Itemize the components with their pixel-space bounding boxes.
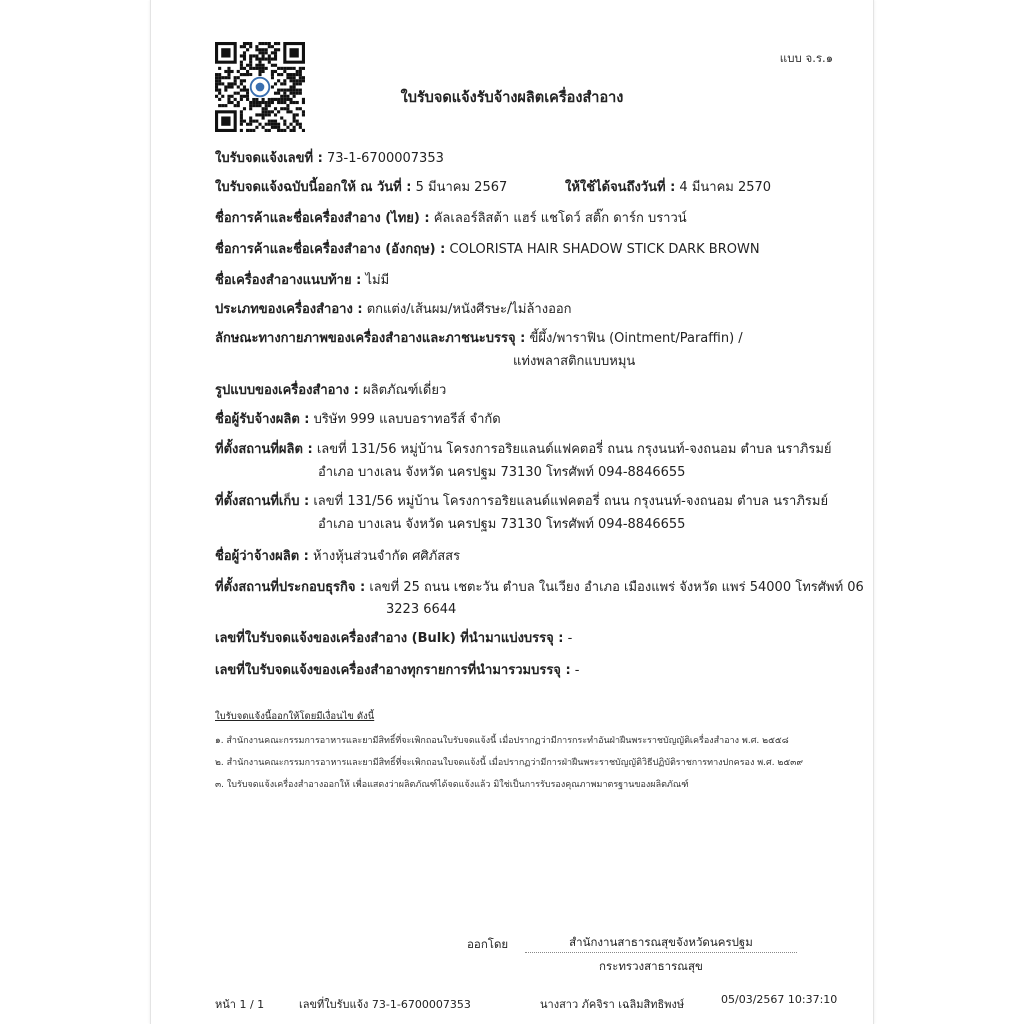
- field-label: รูปแบบของเครื่องสำอาง :: [215, 383, 359, 398]
- condition-item: ๓. ใบรับจดแจ้งเครื่องสำอางออกให้ เพื่อแสดงว่าผลิตภัณฑ์ได้จดแจ้งแล้ว มิใช่เป็นการรับรองคุณภาพมาตรฐานของผลิตภัณฑ์: [215, 780, 689, 790]
- condition-item: ๒. สำนักงานคณะกรรมการอาหารและยามีสิทธิ์ที่จะเพิกถอนใบจดแจ้งนี้ เมื่อปรากฏว่ามีการฝ่าฝืนพระราชบัญญัติวิธีปฏิบัติราชการทางปกครอง พ.ศ. ๒๕๓๙: [215, 758, 803, 768]
- field-value: ห้างหุ้นส่วนจำกัด ศศิภัสสร: [313, 549, 461, 564]
- field-label: ชื่อการค้าและชื่อเครื่องสำอาง (อังกฤษ) :: [215, 242, 446, 257]
- field-manufacturer: [215, 411, 501, 428]
- field-label: ที่ตั้งสถานที่ประกอบธุรกิจ :: [215, 580, 366, 595]
- field-value: เลขที่ 131/56 หมู่บ้าน โครงการอริยแลนด์แฟคตอรี่ ถนน กรุงนนท์-จงถนอม ตำบล นราภิรมย์: [316, 442, 832, 457]
- field-hirer: [215, 548, 460, 565]
- field-value: -: [574, 663, 580, 678]
- field-storage-address: [215, 493, 828, 510]
- field-label: เลขที่ใบรับจดแจ้งของเครื่องสำอาง (Bulk) ที่นำมาแบ่งบรรจุ :: [215, 631, 564, 646]
- field-factory-address-continued: อำเภอ บางเลน จังหวัด นครปฐม 73130 โทรศัพท์ 094-8846655: [318, 465, 686, 480]
- field-cosmetic-type: [215, 301, 572, 318]
- field-value: เลขที่ 131/56 หมู่บ้าน โครงการอริยแลนด์แฟคตอรี่ ถนน กรุงนนท์-จงถนอม ตำบล นราภิรมย์: [313, 494, 829, 509]
- field-physical-form-continued: แท่งพลาสติกแบบหมุน: [513, 354, 636, 369]
- condition-item: ๑. สำนักงานคณะกรรมการอาหารและยามีสิทธิ์ที่จะเพิกถอนใบรับจดแจ้งนี้ เมื่อปรากฏว่ามีการกระทำอันฝ่าฝืนพระราชบัญญัติเครื่องสำอาง พ.ศ. ๒๕๕๘: [215, 736, 789, 746]
- footer-reference: เลขที่ใบรับแจ้ง 73-1-6700007353: [299, 998, 471, 1011]
- field-label: ที่ตั้งสถานที่ผลิต :: [215, 442, 313, 457]
- field-name-english: [215, 241, 760, 258]
- field-value: คัลเลอร์ลิสต้า แฮร์ แชโดว์ สติ๊ก ดาร์ก บราวน์: [433, 211, 687, 226]
- field-business-address-continued: 3223 6644: [386, 602, 457, 617]
- field-label: ชื่อผู้รับจ้างผลิต :: [215, 412, 310, 427]
- field-value: 5 มีนาคม 2567: [415, 180, 508, 195]
- field-label: ให้ใช้ได้จนถึงวันที่ :: [565, 180, 676, 195]
- issuing-ministry: กระทรวงสาธารณสุข: [599, 959, 703, 973]
- field-label: เลขที่ใบรับจดแจ้งของเครื่องสำอางทุกรายการที่นำมารวมบรรจุ :: [215, 663, 571, 678]
- field-label: ที่ตั้งสถานที่เก็บ :: [215, 494, 310, 509]
- document-title: ใบรับจดแจ้งรับจ้างผลิตเครื่องสำอาง: [400, 90, 624, 106]
- field-business-address: [215, 579, 864, 596]
- form-code: แบบ จ.ร.๑: [779, 51, 833, 65]
- field-physical-form: [215, 330, 743, 347]
- field-value: 4 มีนาคม 2570: [679, 180, 772, 195]
- field-combined-number: [215, 662, 579, 679]
- footer-timestamp: 05/03/2567 10:37:10: [721, 993, 838, 1006]
- field-label: ชื่อเครื่องสำอางแนบท้าย :: [215, 273, 362, 288]
- field-value: บริษัท 999 แลบบอราทอรีส์ จำกัด: [313, 412, 501, 427]
- field-value: ตกแต่ง/เส้นผม/หนังศีรษะ/ไม่ล้างออก: [366, 302, 572, 317]
- field-label: ใบรับจดแจ้งเลขที่ :: [215, 151, 323, 166]
- field-product-form: [215, 382, 446, 399]
- field-name-thai: [215, 210, 687, 227]
- field-label: ประเภทของเครื่องสำอาง :: [215, 302, 363, 317]
- field-storage-address-continued: อำเภอ บางเลน จังหวัด นครปฐม 73130 โทรศัพท์ 094-8846655: [318, 517, 686, 532]
- field-value: ขี้ผึ้ง/พาราฟิน (Ointment/Paraffin) /: [529, 331, 743, 346]
- issued-by-label: ออกโดย: [467, 937, 509, 951]
- field-label: ลักษณะทางกายภาพของเครื่องสำอางและภาชนะบรรจุ :: [215, 331, 526, 346]
- field-value: -: [567, 631, 573, 646]
- field-value: เลขที่ 25 ถนน เชตะวัน ตำบล ในเวียง อำเภอ เมืองแพร่ จังหวัด แพร่ 54000 โทรศัพท์ 06: [369, 580, 864, 595]
- conditions-heading: ใบรับจดแจ้งนี้ออกให้โดยมีเงื่อนไข ดังนี้: [215, 711, 375, 722]
- field-factory-address: [215, 441, 832, 458]
- field-issue-date: [215, 179, 507, 196]
- field-value: COLORISTA HAIR SHADOW STICK DARK BROWN: [449, 242, 760, 257]
- field-value: 73-1-6700007353: [326, 151, 444, 166]
- field-notification-number: [215, 150, 444, 167]
- page-number: หน้า 1 / 1: [215, 998, 265, 1011]
- field-label: ใบรับจดแจ้งฉบับนี้ออกให้ ณ วันที่ :: [215, 180, 412, 195]
- field-value: ผลิตภัณฑ์เดี่ยว: [363, 383, 447, 398]
- field-bulk-number: [215, 630, 572, 647]
- document-page: [150, 0, 874, 1024]
- field-valid-until: [565, 179, 771, 196]
- field-attached-name: [215, 272, 389, 289]
- field-label: ชื่อการค้าและชื่อเครื่องสำอาง (ไทย) :: [215, 211, 430, 226]
- field-value: ไม่มี: [365, 273, 390, 288]
- field-label: ชื่อผู้ว่าจ้างผลิต :: [215, 549, 309, 564]
- issuing-office: สำนักงานสาธารณสุขจังหวัดนครปฐม: [525, 934, 797, 953]
- footer-officer: นางสาว ภัคจิรา เฉลิมสิทธิพงษ์: [540, 998, 685, 1011]
